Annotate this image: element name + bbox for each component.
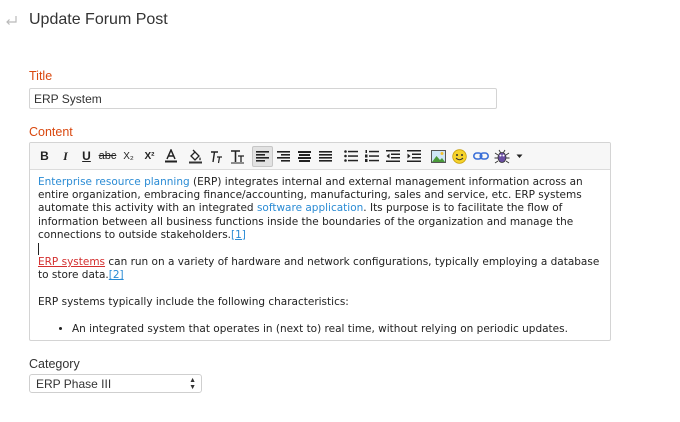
reference-link-2[interactable]: [2] bbox=[108, 269, 124, 282]
paragraph-characteristics: ERP systems typically include the following characteristics: bbox=[38, 295, 349, 308]
insert-link-button[interactable] bbox=[470, 146, 491, 167]
title-input[interactable] bbox=[29, 88, 497, 109]
content-label: Content bbox=[29, 125, 73, 139]
italic-button[interactable]: I bbox=[63, 148, 68, 163]
font-color-button[interactable] bbox=[160, 146, 181, 167]
list-item: • An integrated system that operates in (next to) real time, without relying on periodic updates. bbox=[72, 323, 602, 336]
align-justify-icon bbox=[319, 151, 332, 162]
strikethrough-button[interactable]: abc bbox=[98, 150, 117, 162]
page-title: Update Forum Post bbox=[29, 11, 168, 28]
align-center-icon bbox=[298, 151, 311, 162]
underline-button[interactable]: U bbox=[82, 149, 91, 163]
insert-image-button[interactable] bbox=[428, 146, 449, 167]
bold-button[interactable]: B bbox=[40, 149, 49, 163]
outdent-icon bbox=[386, 150, 400, 162]
image-icon bbox=[431, 150, 446, 163]
editor-content[interactable] bbox=[30, 170, 610, 336]
align-left-button[interactable] bbox=[252, 146, 273, 167]
bulleted-list-icon bbox=[344, 150, 358, 162]
bulleted-list-button[interactable] bbox=[340, 146, 361, 167]
link-enterprise-resource-planning[interactable]: Enterprise resource planning bbox=[38, 176, 190, 188]
editor-toolbar bbox=[30, 143, 610, 170]
caret-down-icon bbox=[516, 154, 523, 159]
superscript-button[interactable]: X² bbox=[144, 150, 155, 162]
align-left-icon bbox=[256, 151, 269, 162]
characteristics-list bbox=[38, 323, 602, 336]
align-center-button[interactable] bbox=[294, 146, 315, 167]
paint-bucket-icon bbox=[188, 149, 203, 164]
font-size-icon bbox=[230, 149, 245, 164]
bug-icon bbox=[494, 149, 510, 164]
paragraph-erp-systems bbox=[38, 256, 602, 282]
link-software-application[interactable]: software application bbox=[256, 202, 364, 215]
indent-icon bbox=[407, 150, 421, 162]
insert-emoji-button[interactable] bbox=[449, 146, 470, 167]
align-right-icon bbox=[277, 151, 290, 162]
background-color-button[interactable] bbox=[185, 146, 206, 167]
outdent-button[interactable] bbox=[382, 146, 403, 167]
rich-text-editor bbox=[29, 142, 611, 341]
category-label: Category bbox=[29, 357, 80, 371]
numbered-list-button[interactable] bbox=[361, 146, 382, 167]
indent-button[interactable] bbox=[403, 146, 424, 167]
link-icon bbox=[473, 151, 489, 161]
text-cursor bbox=[38, 243, 39, 255]
paragraph-text: can run on a variety of hardware and network configurations, typically employing a database to store data. bbox=[38, 256, 600, 282]
font-size-button[interactable] bbox=[227, 146, 248, 167]
font-family-icon bbox=[209, 149, 224, 164]
category-select[interactable] bbox=[29, 374, 202, 393]
spellcheck-flagged-text: ERP systems bbox=[38, 256, 106, 269]
align-right-button[interactable] bbox=[273, 146, 294, 167]
category-selected-value: ERP Phase III bbox=[36, 377, 112, 391]
back-arrow-icon[interactable] bbox=[4, 12, 18, 28]
paragraph-text: . Its purpose is to facilitate the flow of information between all business functions inside the boundaries of the organization and manage the connections to outside stakeholders. bbox=[38, 202, 574, 241]
more-options-dropdown[interactable] bbox=[512, 146, 526, 167]
numbered-list-icon bbox=[365, 150, 379, 162]
paragraph-erp-intro bbox=[38, 176, 602, 242]
subscript-button[interactable]: X₂ bbox=[123, 150, 134, 162]
select-arrows-icon: ▲ ▼ bbox=[189, 377, 196, 391]
paragraph-text: (ERP) integrates internal and external management information across an entire organization, embracing finance/accounting, manufacturing, sales and service, etc. ERP systems automate this activity with an integrated bbox=[38, 176, 583, 215]
insert-special-button[interactable] bbox=[491, 146, 512, 167]
reference-link-1[interactable]: [1] bbox=[231, 228, 246, 241]
smiley-icon bbox=[452, 149, 467, 164]
align-justify-button[interactable] bbox=[315, 146, 336, 167]
title-label: Title bbox=[29, 69, 53, 83]
font-color-icon bbox=[164, 149, 178, 163]
font-family-button[interactable] bbox=[206, 146, 227, 167]
